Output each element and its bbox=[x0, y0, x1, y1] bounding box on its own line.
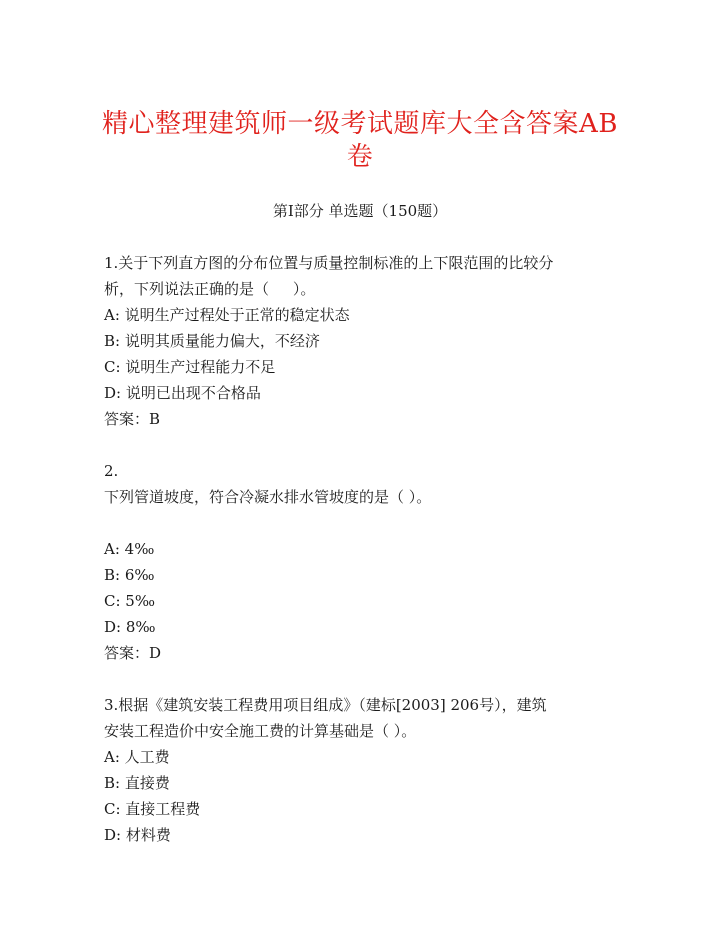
question-1 bbox=[104, 250, 624, 432]
spacer bbox=[104, 510, 624, 536]
document-title: 精心整理建筑师一级考试题库大全含答案AB卷 bbox=[102, 109, 618, 172]
question-3-option-c: C: 直接工程费 bbox=[104, 800, 201, 818]
spacer bbox=[104, 666, 624, 692]
question-list bbox=[104, 250, 624, 848]
question-3-option-b: B: 直接费 bbox=[104, 774, 170, 792]
question-1-stem-line-1: 1.关于下列直方图的分布位置与质量控制标准的上下限范围的比较分 bbox=[104, 254, 554, 272]
question-2-option-c: C: 5‰ bbox=[104, 592, 155, 610]
question-1-answer: 答案：B bbox=[104, 410, 161, 428]
question-3-stem-line-2: 安装工程造价中安全施工费的计算基础是（ ）。 bbox=[104, 722, 417, 740]
question-2 bbox=[104, 458, 624, 666]
question-2-option-a: A: 4‰ bbox=[104, 540, 155, 558]
question-2-option-b: B: 6‰ bbox=[104, 566, 155, 584]
spacer bbox=[104, 432, 624, 458]
question-3 bbox=[104, 692, 624, 848]
question-1-stem-line-2: 析，下列说法正确的是（ ）。 bbox=[104, 280, 316, 298]
question-1-option-c: C: 说明生产过程能力不足 bbox=[104, 358, 276, 376]
question-1-option-d: D: 说明已出现不合格品 bbox=[104, 384, 261, 402]
question-3-stem-line-1: 3.根据《建筑安装工程费用项目组成》（建标[2003] 206号），建筑 bbox=[104, 696, 547, 714]
question-1-option-a: A: 说明生产过程处于正常的稳定状态 bbox=[104, 306, 350, 324]
question-3-option-d: D: 材料费 bbox=[104, 826, 171, 844]
question-1-option-b: B: 说明其质量能力偏大，不经济 bbox=[104, 332, 320, 350]
question-2-number: 2. bbox=[104, 462, 119, 480]
question-2-stem: 下列管道坡度，符合冷凝水排水管坡度的是（ ）。 bbox=[104, 488, 432, 506]
section-heading: 第I部分 单选题（150题） bbox=[272, 202, 448, 220]
question-2-option-d: D: 8‰ bbox=[104, 618, 156, 636]
question-2-answer: 答案：D bbox=[104, 644, 162, 662]
question-3-option-a: A: 人工费 bbox=[104, 748, 170, 766]
